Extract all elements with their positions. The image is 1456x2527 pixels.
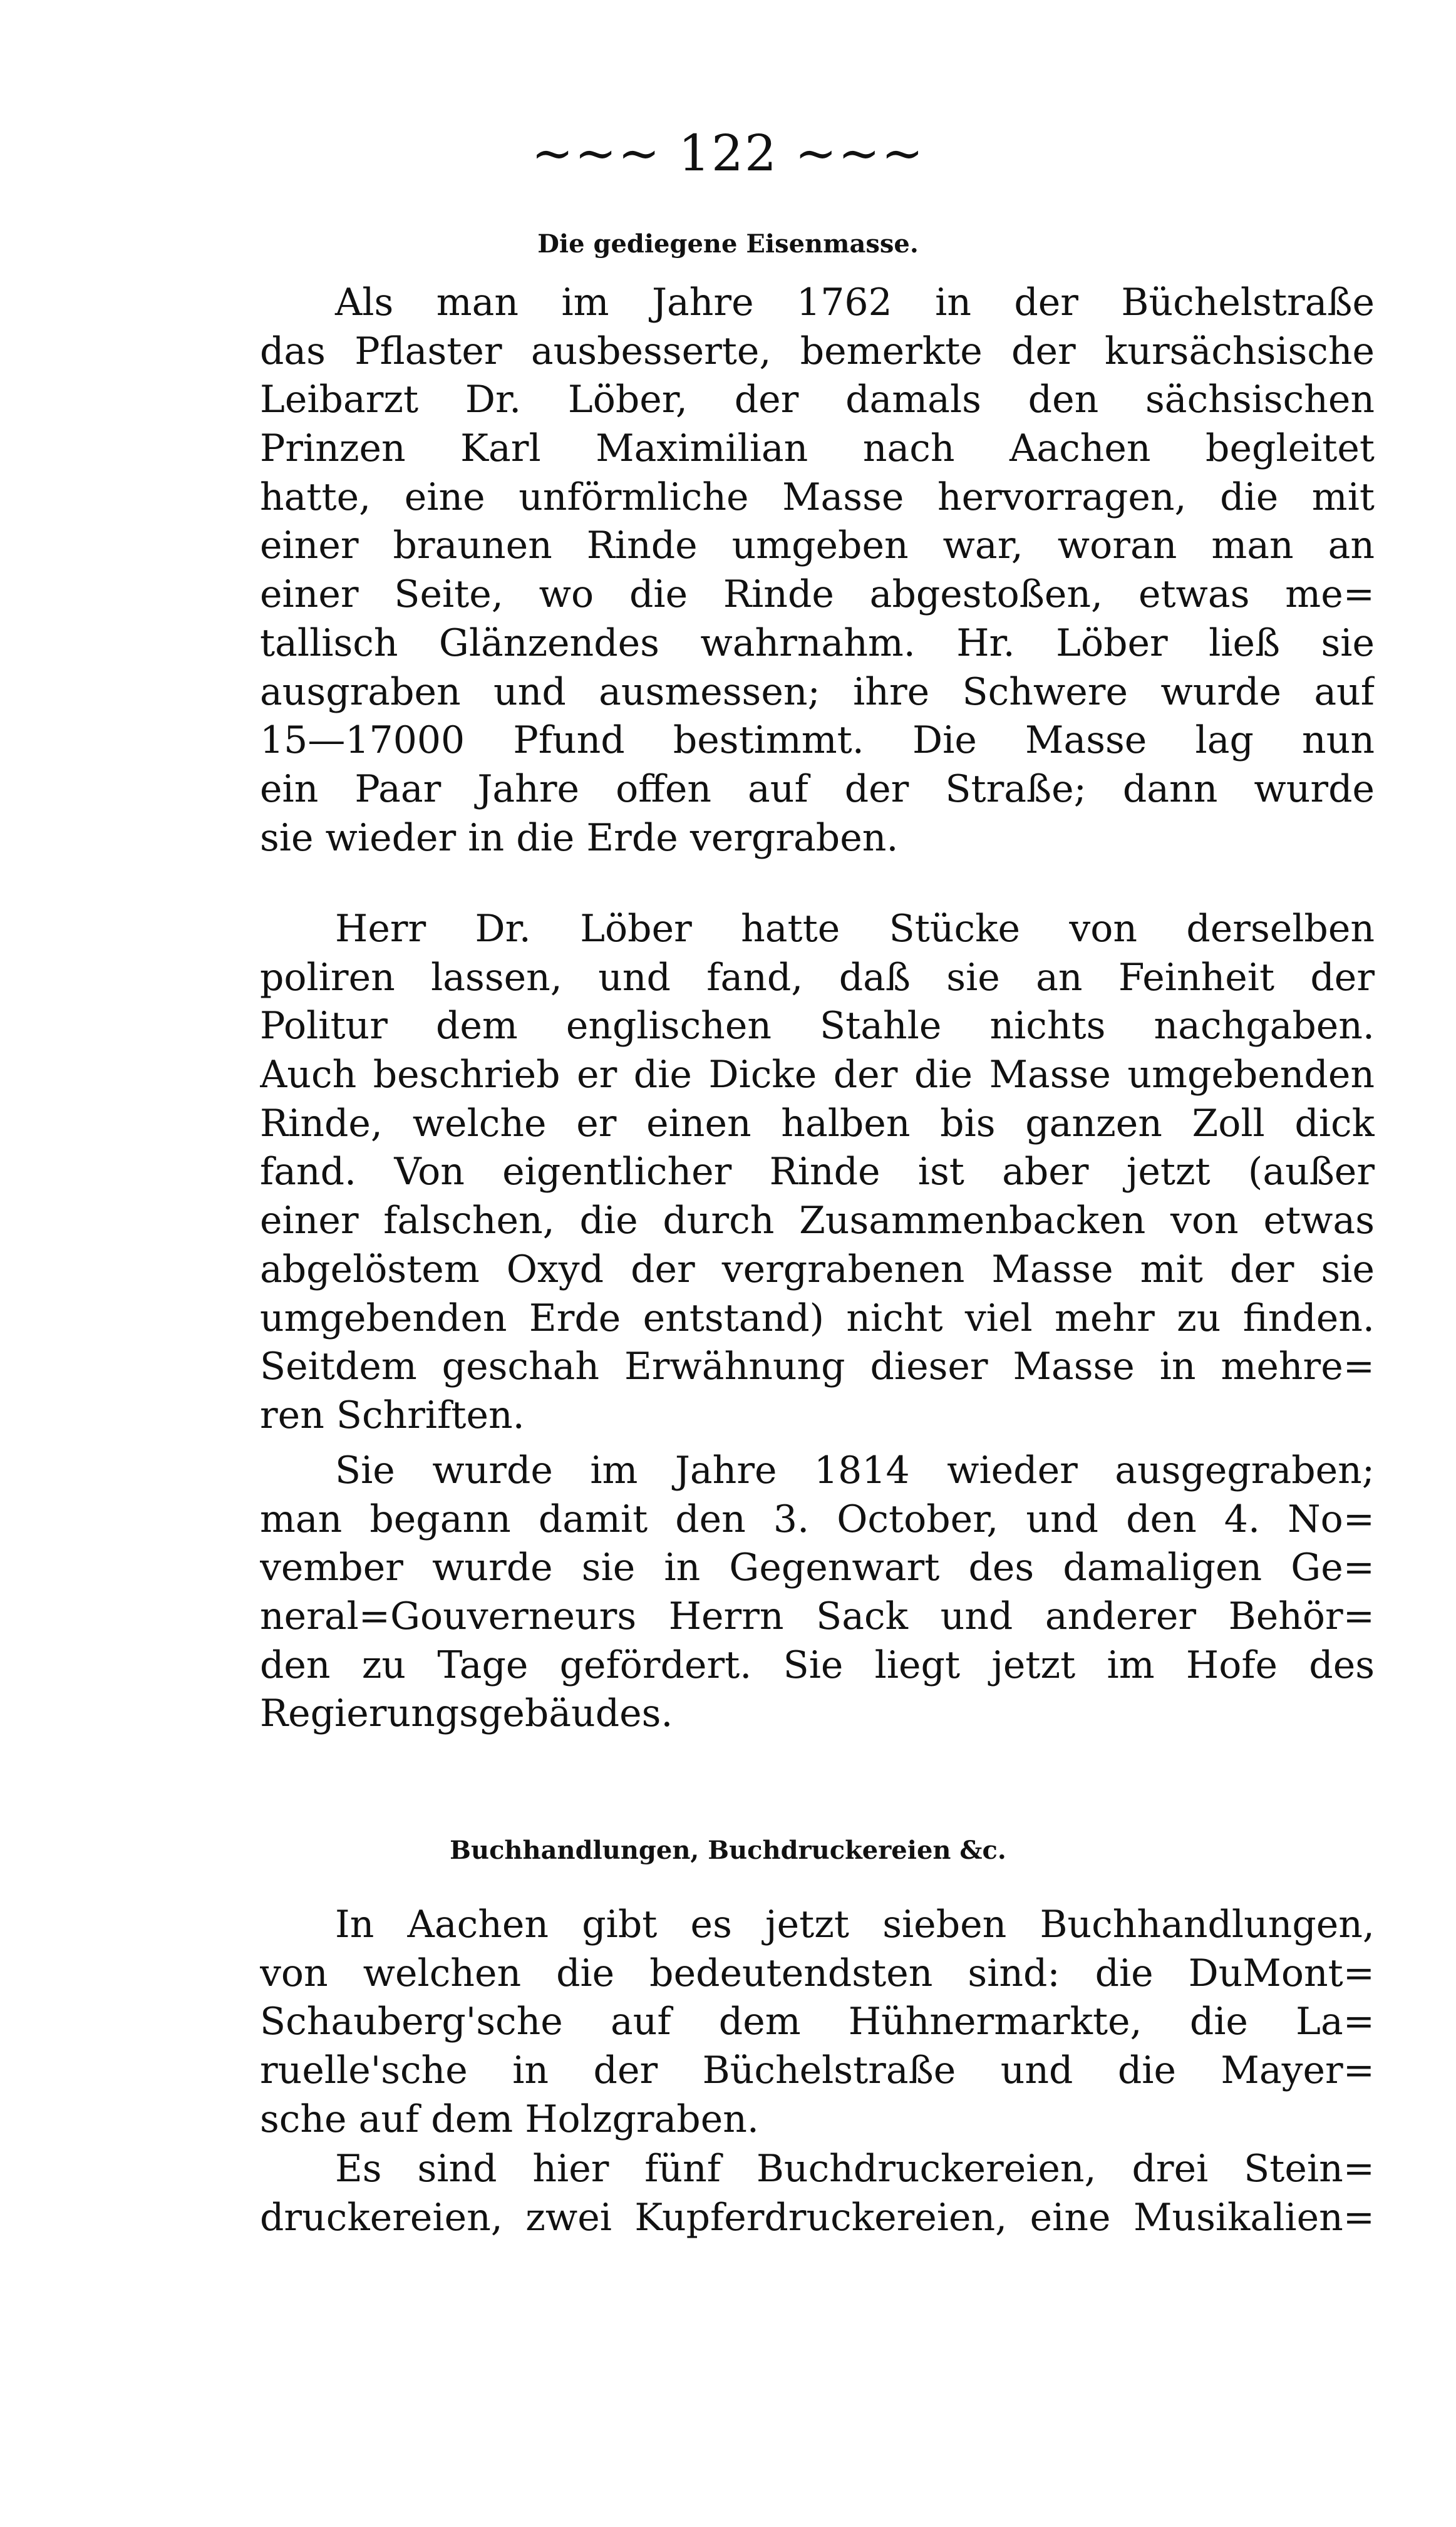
text-line: fand. Von eigentlicher Rinde ist aber jetzt (außer [260, 1150, 1375, 1194]
text-line: man begann damit den 3. October, und den 4. No= [260, 1497, 1375, 1541]
text-line: Politur dem englischen Stahle nichts nachgaben. [260, 1004, 1375, 1048]
text-line: sche auf dem Holzgraben. [260, 2097, 759, 2141]
text-line: Sie wurde im Jahre 1814 wieder ausgegraben; [335, 1449, 1375, 1492]
text-line: hatte, eine unförmliche Masse hervorragen, die mit [260, 475, 1375, 519]
text-line: Regierungsgebäudes. [260, 1692, 673, 1736]
text-line: Rinde, welche er einen halben bis ganzen Zoll dick [260, 1101, 1375, 1145]
text-line: einer Seite, wo die Rinde abgestoßen, etwas me= [260, 572, 1375, 617]
text-line: Leibarzt Dr. Löber, der damals den sächsischen [260, 378, 1375, 422]
text-line: einer falschen, die durch Zusammenbacken von etwas [260, 1199, 1375, 1243]
text-line: Als man im Jahre 1762 in der Büchelstraße [335, 281, 1375, 324]
text-line: ausgraben und ausmessen; ihre Schwere wurde auf [260, 669, 1375, 714]
text-line: Es sind hier fünf Buchdruckereien, drei Stein= [335, 2147, 1375, 2191]
paragraph-5 [260, 2145, 1375, 2242]
text-line: poliren lassen, und fand, daß sie an Feinheit der [260, 955, 1375, 1000]
text-line: druckereien, zwei Kupferdruckereien, eine Musikalien= [260, 2195, 1375, 2240]
text-line: Schauberg'sche auf dem Hühnermarkte, die La= [260, 2000, 1375, 2044]
text-line: ruelle'sche in der Büchelstraße und die Mayer= [260, 2049, 1375, 2093]
text-line: Seitdem geschah Erwähnung dieser Masse in mehre= [260, 1345, 1375, 1389]
paragraph-4 [260, 1901, 1375, 2144]
text-line: das Pflaster ausbesserte, bemerkte der kursächsische [260, 329, 1375, 373]
text-line: abgelöstem Oxyd der vergrabenen Masse mit der sie [260, 1247, 1375, 1291]
text-line: vember wurde sie in Gegenwart des damaligen Ge= [260, 1546, 1375, 1590]
text-line: ein Paar Jahre offen auf der Straße; dann wurde [260, 767, 1375, 811]
text-line: den zu Tage gefördert. Sie liegt jetzt im Hofe des [260, 1643, 1375, 1687]
text-line: einer braunen Rinde umgeben war, woran man an [260, 524, 1375, 568]
section-heading-buchhandlungen: Buchhandlungen, Buchdruckereien &c. [450, 1836, 1006, 1865]
text-line: ren Schriften. [260, 1393, 525, 1437]
text-line: Herr Dr. Löber hatte Stücke von derselben [335, 907, 1375, 951]
text-line: Prinzen Karl Maximilian nach Aachen begleitet [260, 426, 1375, 471]
section-heading-eisenmasse: Die gediegene Eisenmasse. [537, 229, 919, 259]
text-line: Auch beschrieb er die Dicke der die Masse umgebenden [260, 1053, 1375, 1097]
text-line: neral=Gouverneurs Herrn Sack und anderer Behör= [260, 1594, 1375, 1639]
paragraph-2 [260, 905, 1375, 1440]
paragraph-1 [260, 279, 1375, 862]
text-line: In Aachen gibt es jetzt sieben Buchhandlungen, [335, 1903, 1375, 1946]
text-line: tallisch Glänzendes wahrnahm. Hr. Löber ließ sie [260, 621, 1375, 665]
paragraph-3 [260, 1447, 1375, 1739]
text-line: von welchen die bedeutendsten sind: die DuMont= [260, 1951, 1375, 1995]
page-number: ~~~ 122 ~~~ [531, 124, 925, 182]
text-line: 15—17000 Pfund bestimmt. Die Masse lag nun [260, 718, 1375, 763]
text-line: sie wieder in die Erde vergraben. [260, 815, 899, 860]
text-line: umgebenden Erde entstand) nicht viel mehr zu finden. [260, 1296, 1375, 1340]
